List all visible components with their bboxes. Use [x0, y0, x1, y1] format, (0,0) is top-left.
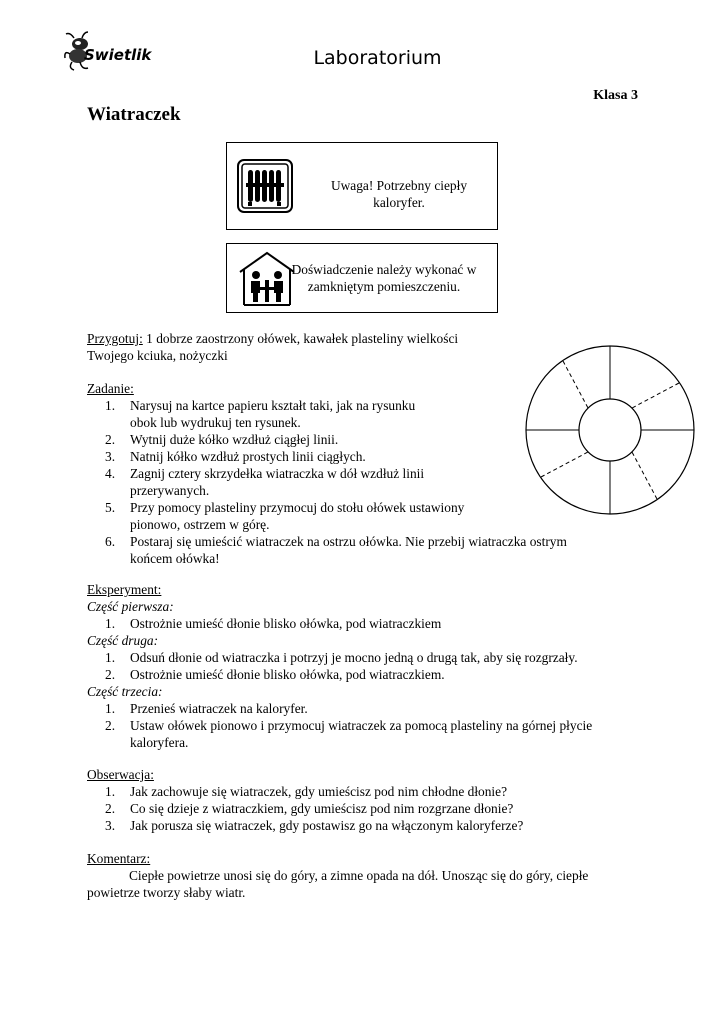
prepare-text: 1 dobrze zaostrzony ołówek, kawałek plasteliny wielkości	[142, 331, 459, 346]
radiator-icon	[237, 159, 293, 213]
experiment-item: 2. Ustaw ołówek pionowo i przymocuj wiatraczek za pomocą plasteliny na górnej płycie kaloryfera.	[105, 718, 593, 750]
comment-line-1: Ciepłe powietrze unosi się do góry, a zimne opada na dół. Unosząc się do góry, ciepłe	[129, 868, 589, 883]
comment-label: Komentarz:	[87, 851, 151, 866]
observation-item: 2. Co się dzieje z wiatraczkiem, gdy umieścisz pod nim rozgrzane dłonie?	[105, 801, 514, 816]
experiment-part-title: Część pierwsza:	[87, 599, 174, 614]
page-title: Wiatraczek	[87, 104, 181, 125]
observation-item: 1. Jak zachowuje się wiatraczek, gdy umieścisz pod nim chłodne dłonie?	[105, 784, 508, 799]
notice-heater-text: Uwaga! Potrzebny ciepły kaloryfer.	[330, 178, 468, 210]
notice-indoor	[226, 243, 498, 313]
task-item: 1. Narysuj na kartce papieru kształt taki, jak na rysunku obok lub wydrukuj ten rysunek.	[105, 398, 416, 430]
experiment-label: Eksperyment:	[87, 582, 162, 597]
pinwheel-diagram	[520, 340, 700, 520]
prepare-text-2: Twojego kciuka, nożyczki	[87, 348, 228, 363]
task-item: 5. Przy pomocy plasteliny przymocuj do stołu ołówek ustawiony pionowo, ostrzem w górę.	[105, 500, 465, 532]
experiment-part-title: Część trzecia:	[87, 684, 163, 699]
notice-heater	[226, 142, 498, 230]
experiment-item: 1. Odsuń dłonie od wiatraczka i potrzyj je mocno jedną o drugą tak, aby się rozgrzały.	[105, 650, 578, 665]
observation-item: 3. Jak porusza się wiatraczek, gdy postawisz go na włączonym kaloryferze?	[105, 818, 524, 833]
experiment-list	[105, 700, 592, 751]
task-item: 2. Wytnij duże kółko wzdłuż ciągłej linii.	[105, 432, 339, 447]
experiment-item: 1. Przenieś wiatraczek na kaloryfer.	[105, 701, 308, 716]
comment-line-2: powietrze tworzy słaby wiatr.	[87, 885, 246, 900]
notice-indoor-text: Doświadczenie należy wykonać w zamkniętym pomieszczeniu.	[291, 262, 477, 294]
observation-list	[105, 783, 523, 834]
experiment-part-title: Część druga:	[87, 633, 159, 648]
experiment-list	[105, 615, 441, 632]
task-label: Zadanie:	[87, 381, 134, 396]
class-label: Klasa 3	[593, 88, 638, 103]
prepare-label: Przygotuj:	[87, 331, 143, 346]
logo-text: Swietlik	[84, 46, 152, 64]
task-item: 3. Natnij kółko wzdłuż prostych linii ciągłych.	[105, 449, 366, 464]
task-item: 6. Postaraj się umieścić wiatraczek na ostrzu ołówka. Nie przebij wiatraczka ostrym końcem ołówka!	[105, 534, 567, 566]
prepare-line	[87, 330, 458, 347]
experiment-item: 1. Ostrożnie umieść dłonie blisko ołówka, pod wiatraczkiem	[105, 616, 442, 631]
task-item: 4. Zagnij cztery skrzydełka wiatraczka w dół wzdłuż linii przerywanych.	[105, 466, 425, 498]
experiment-item: 2. Ostrożnie umieść dłonie blisko ołówka, pod wiatraczkiem.	[105, 667, 445, 682]
observation-label: Obserwacja:	[87, 767, 154, 782]
experiment-list	[105, 649, 578, 683]
task-list	[105, 397, 567, 567]
header-title: Laboratorium	[313, 47, 442, 69]
